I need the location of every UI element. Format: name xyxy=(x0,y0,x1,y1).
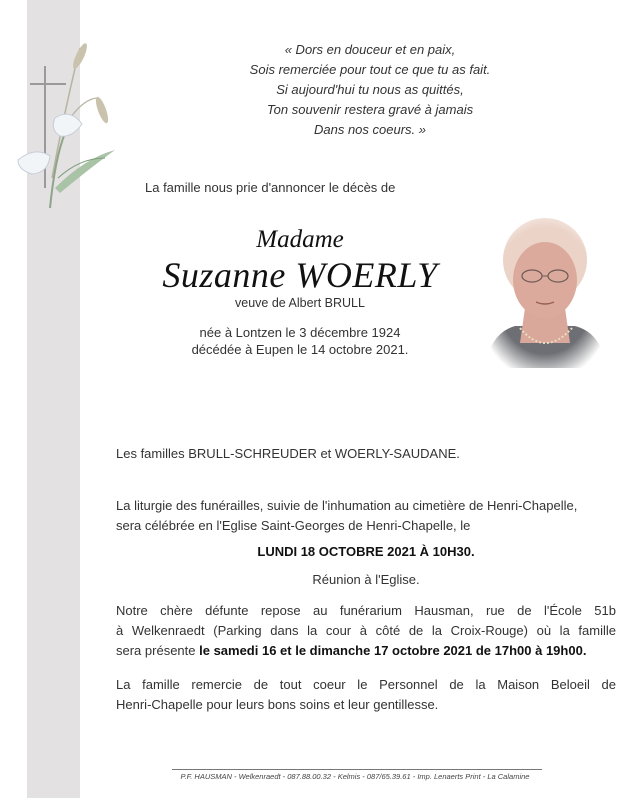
liturgy-line: sera célébrée en l'Eglise Saint-Georges de Henri-Chapelle, le xyxy=(116,518,471,533)
poem-line: Si aujourd'hui tu nous as quittés, xyxy=(276,82,464,97)
thanks-line: Henri-Chapelle pour leurs bons soins et leur gentillesse. xyxy=(116,697,439,712)
visitation-dates: le samedi 16 et le dimanche 17 octobre 2021 de 17h00 à 19h00. xyxy=(199,643,587,658)
cross-and-lily-icon xyxy=(10,38,120,218)
footer-divider xyxy=(172,769,542,770)
deceased-portrait-photo xyxy=(480,208,610,373)
poem-line: « Dors en douceur et en paix, xyxy=(284,42,456,57)
liturgy-line: La liturgie des funérailles, suivie de l'inhumation au cimetière de Henri-Chapelle, xyxy=(116,498,578,513)
visitation-line xyxy=(116,641,616,661)
birth-info: née à Lontzen le 3 décembre 1924 xyxy=(199,325,401,340)
visitation-line: à Welkenraedt (Parking dans la cour à côté de la Croix-Rouge) où la famille xyxy=(116,623,616,638)
thanks-paragraph xyxy=(116,675,616,715)
deceased-title: Madame xyxy=(256,226,344,253)
meeting-place: Réunion à l'Eglise. xyxy=(312,572,420,587)
poem-line: Dans nos coeurs. » xyxy=(313,122,426,137)
families-line: Les familles BRULL-SCHREUDER et WOERLY-SAUDANE. xyxy=(116,446,460,461)
poem-line: Ton souvenir restera gravé à jamais xyxy=(266,102,474,117)
footer-credits: P.F. HAUSMAN - Welkenraedt - 087.88.00.32 - Kelmis - 087/65.39.61 - Imp. Lenaerts Print - La Calamine xyxy=(180,772,530,781)
visitation-prefix: sera présente xyxy=(116,643,200,658)
visitation-line: Notre chère défunte repose au funérarium Hausman, rue de l'École 51b xyxy=(116,603,616,618)
memorial-poem xyxy=(200,40,540,140)
visitation-paragraph xyxy=(116,601,616,661)
thanks-line: La famille remercie de tout coeur le Personnel de la Maison Beloeil de xyxy=(116,677,616,692)
liturgy-paragraph xyxy=(116,496,616,536)
ceremony-date: LUNDI 18 OCTOBRE 2021 À 10H30. xyxy=(257,544,475,559)
death-info: décédée à Eupen le 14 octobre 2021. xyxy=(191,342,409,357)
widow-of: veuve de Albert BRULL xyxy=(235,296,365,310)
announcement-intro: La famille nous prie d'annoncer le décès de xyxy=(145,180,396,195)
deceased-name: Suzanne WOERLY xyxy=(162,255,438,295)
poem-line: Sois remerciée pour tout ce que tu as fait. xyxy=(249,62,491,77)
